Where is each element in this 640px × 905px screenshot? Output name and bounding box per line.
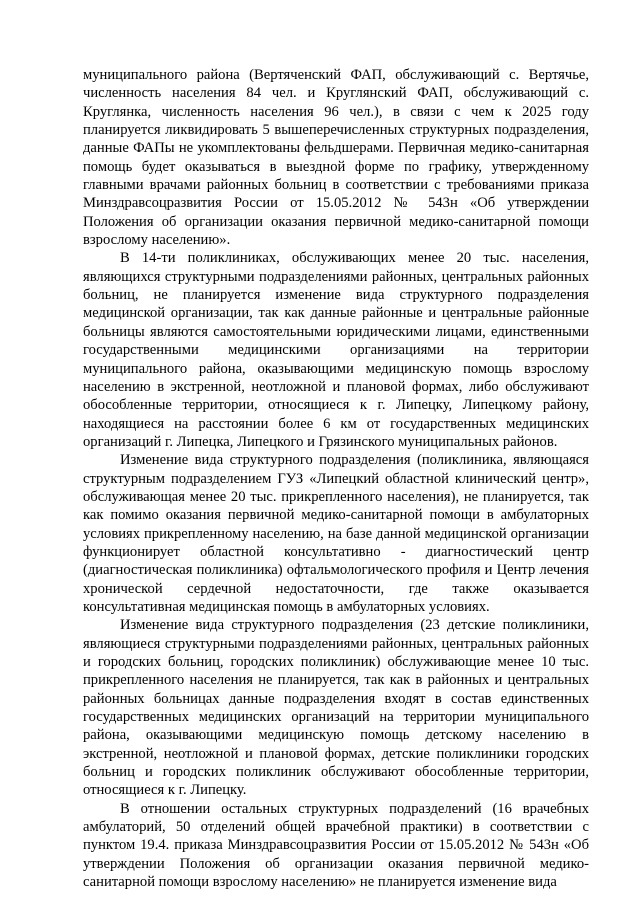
- paragraph-fap-liquidation: муниципального района (Вертяченский ФАП, обслуживающий с. Вертячье, численность населения 84 чел. и Круглянский ФАП, обслуживающий с. Круглянка, численность населения 96 чел.), в связи с чем к 2025 году планируется ликвидировать 5 вышеперечисленных структурных подразделения, данные ФАПы не укомплектованы фельдшерами. Первичная медико-санитарная помощь будет оказываться в выездной форме по графику, утвержденному главными врачами районных больниц в соответствии с требованиями приказа Минздравсоцразвития России от 15.05.2012 № 543н «Об утверждении Положения об организации оказания первичной медико-санитарной помощи взрослому населению».: [83, 67, 589, 249]
- paragraph-other-units: В отношении остальных структурных подразделений (16 врачебных амбулаторий, 50 отделений общей врачебной практики) в соответствии с пунктом 19.4. приказа Минздравсоцразвития России от 15.05.2012 № 543н «Об утверждении Положения об организации оказания первичной медико-санитарной помощи взрослому населению» не планируется изменение вида: [83, 800, 589, 891]
- paragraph-children-polyclinics: Изменение вида структурного подразделения (23 детские поликлиники, являющиеся структурными подразделениями районных, центральных районных и городских больниц, городских поликлиник) обслуживающие менее 10 тыс. прикрепленного населения не планируется, так как в районных и центральных районных больницах данные подразделения входят в состав единственных государственных медицинских организаций на территории муниципального района, оказывающими медицинскую помощь детскому населению в экстренной, неотложной и плановой формах, детские поликлиники городских больниц и городских поликлиник обслуживают обособленные территории, относящиеся к г. Липецку.: [83, 617, 589, 799]
- document-page: [83, 66, 589, 891]
- paragraph-regional-clinical-center: Изменение вида структурного подразделения (поликлиника, являющаяся структурным подразделением ГУЗ «Липецкий областной клинический центр», обслуживающая менее 20 тыс. прикрепленного населения), не планируется, так как помимо оказания первичной медико-санитарной помощи в амбулаторных условиях прикрепленному населению, на базе данной медицинской организации функционирует областной консультативно - диагностический центр (диагностическая поликлиника) офтальмологического профиля и Центр лечения хронической сердечной недостаточности, где также оказывается консультативная медицинская помощь в амбулаторных условиях.: [83, 452, 589, 615]
- paragraph-polyclinics-20k: В 14-ти поликлиниках, обслуживающих менее 20 тыс. населения, являющихся структурными подразделениями районных, центральных районных больниц, не планируется изменение вида структурного подразделения медицинской организации, так как данные районные и центральные районные больницы являются самостоятельными юридическими лицами, единственными государственными медицинскими организациями на территории муниципального района, оказывающими медицинскую помощь взрослому населению в экстренной, неотложной и плановой формах, либо обслуживают обособленные территории, относящиеся к г. Липецку, Липецкому району, находящиеся на расстоянии более 6 км от государственных медицинских организаций г. Липецка, Липецкого и Грязинского муниципальных районов.: [83, 250, 589, 450]
